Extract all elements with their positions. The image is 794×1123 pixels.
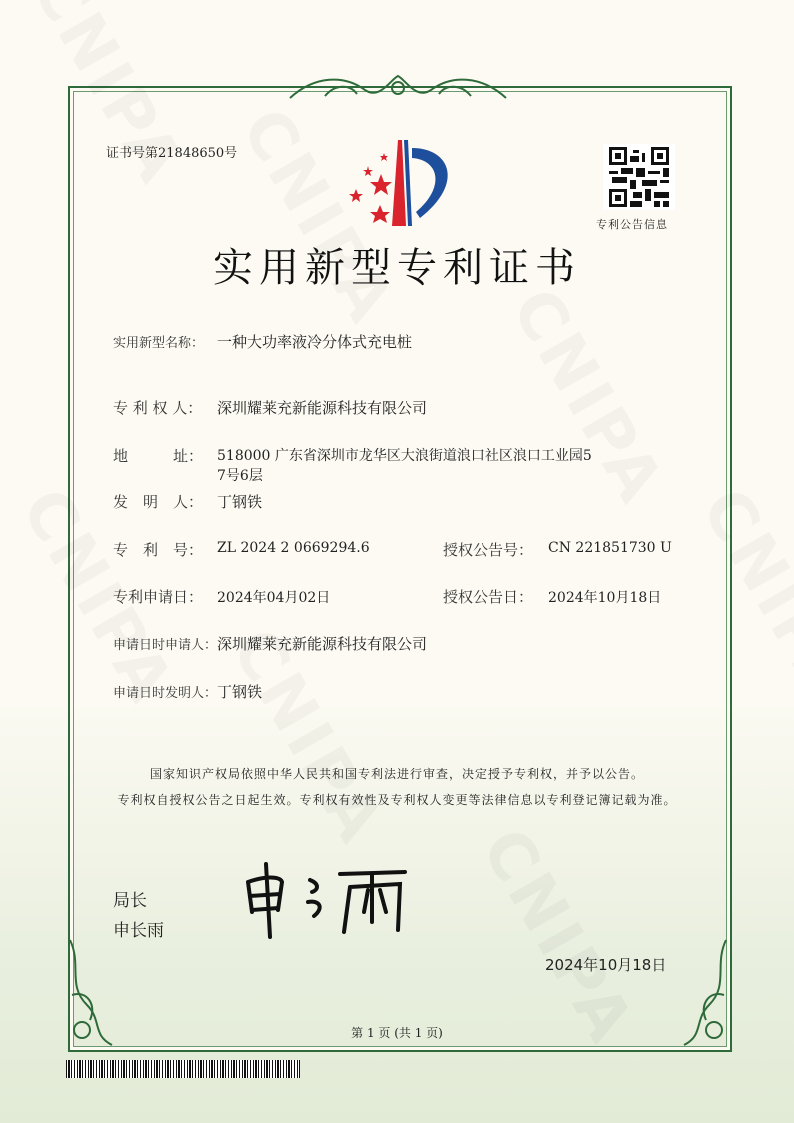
field-value-name: 一种大功率液冷分体式充电桩 xyxy=(217,333,413,351)
qr-code-icon xyxy=(603,144,675,210)
field-label-patentee: 专 利 权 人： xyxy=(113,399,203,417)
issue-date: 2024年10月18日 xyxy=(545,956,667,974)
signatory-name: 申长雨 xyxy=(113,921,164,941)
field-value-inventor-at-filing: 丁钢铁 xyxy=(217,683,263,701)
certificate-number: 证书号第21848650号 xyxy=(106,146,238,161)
field-value-patent-no: ZL 2024 2 0669294.6 xyxy=(217,540,370,556)
field-value-applicant-at-filing: 深圳耀莱充新能源科技有限公司 xyxy=(217,635,428,653)
field-value-grant-pub-no: CN 221851730 U xyxy=(548,540,672,556)
field-label-filing-date: 专利申请日： xyxy=(113,588,204,606)
barcode xyxy=(66,1060,300,1078)
notice-line-1: 国家知识产权局依照中华人民共和国专利法进行审查，决定授予专利权，并予以公告。 xyxy=(149,767,644,781)
field-value-grant-pub-date: 2024年10月18日 xyxy=(548,590,662,606)
field-label-grant-pub-date: 授权公告日： xyxy=(443,588,534,606)
field-label-name: 实用新型名称： xyxy=(113,336,205,351)
field-value-address-line2: 7号6层 xyxy=(217,468,263,484)
page-title: 实用新型专利证书 xyxy=(213,245,581,291)
field-value-patentee: 深圳耀莱充新能源科技有限公司 xyxy=(217,399,428,417)
top-ornament xyxy=(285,70,511,104)
field-label-inventor-at-filing: 申请日时发明人： xyxy=(113,686,218,701)
notice-line-2: 专利权自授权公告之日起生效。专利权有效性及专利权人变更等法律信息以专利登记簿记载为准。 xyxy=(117,793,677,807)
signature xyxy=(240,862,415,940)
field-value-address-line1: 518000 广东省深圳市龙华区大浪街道浪口社区浪口工业园5 xyxy=(217,448,592,464)
field-value-filing-date: 2024年04月02日 xyxy=(217,590,331,606)
qr-code[interactable] xyxy=(603,144,675,210)
field-label-applicant-at-filing: 申请日时申请人： xyxy=(113,638,218,653)
field-label-inventor: 发 明 人： xyxy=(113,493,204,511)
page-info: 第 1 页 (共 1 页) xyxy=(351,1026,443,1040)
field-label-patent-no: 专 利 号： xyxy=(113,541,204,559)
signatory-title: 局长 xyxy=(113,891,147,911)
field-label-grant-pub-no: 授权公告号： xyxy=(443,541,534,559)
qr-caption: 专利公告信息 xyxy=(596,218,668,231)
cnipa-logo xyxy=(340,138,465,228)
field-value-inventor: 丁钢铁 xyxy=(217,493,263,511)
field-label-address: 地 址： xyxy=(113,447,204,465)
